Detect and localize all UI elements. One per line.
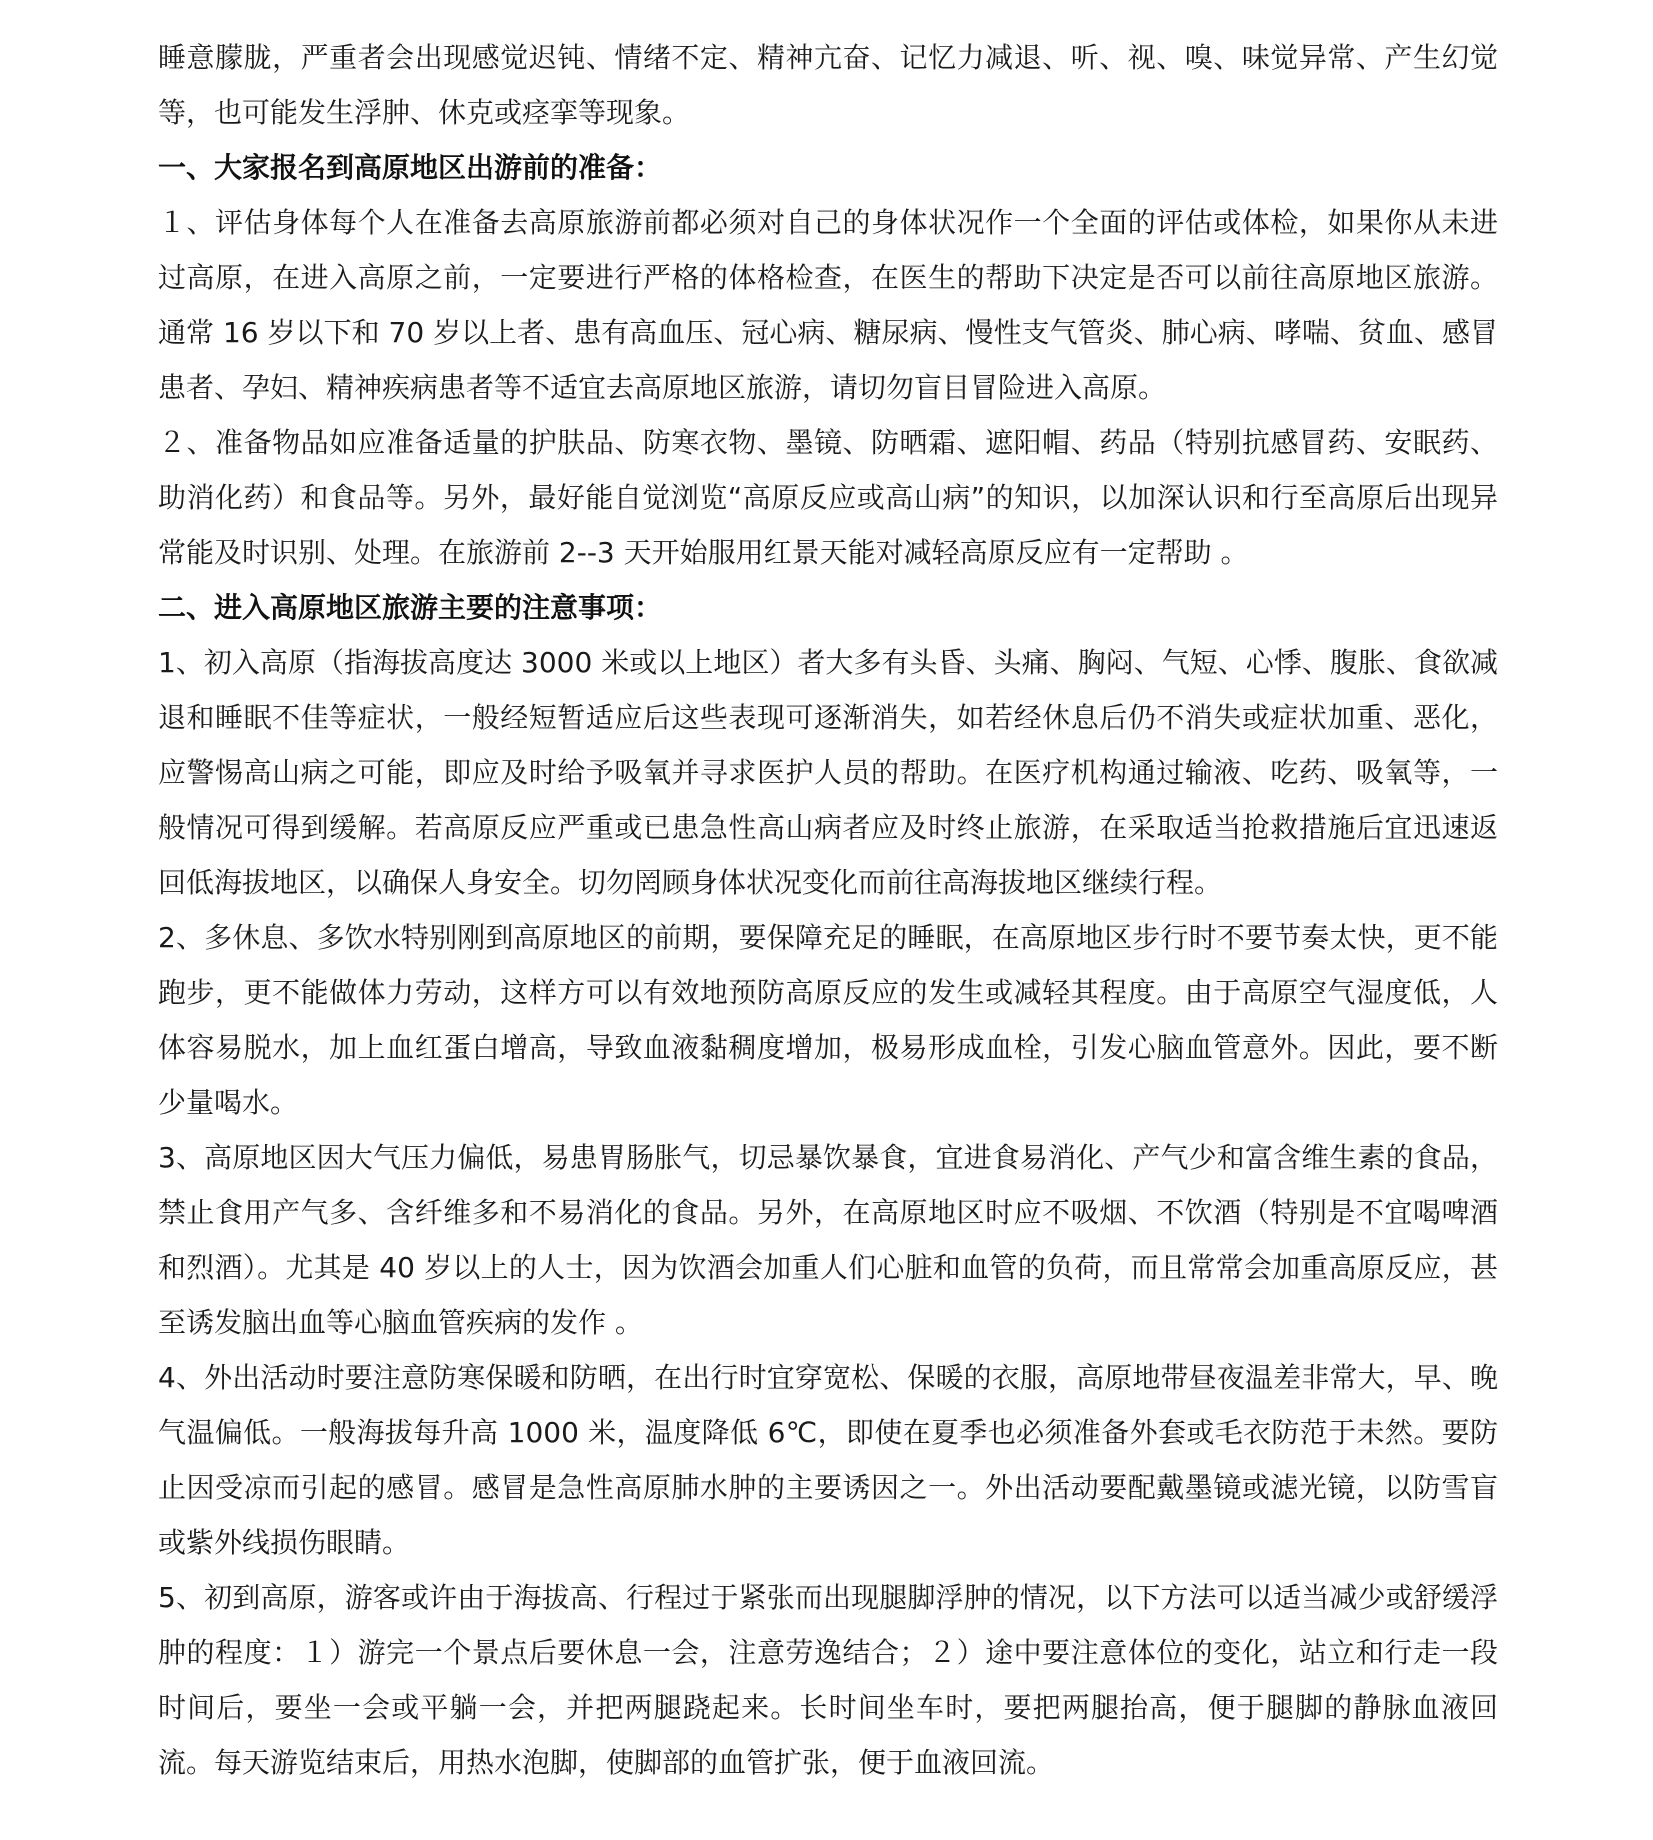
precaution-item-2: 2、多休息、多饮水特别刚到高原地区的前期，要保障充足的睡眠，在高原地区步行时不要节奏太快，更不能跑步，更不能做体力劳动，这样方可以有效地预防高原反应的发生或减轻其程度。由于高原空气湿度低，人体容易脱水，加上血红蛋白增高，导致血液黏稠度增加，极易形成血栓，引发心脑血管意外。因此，要不断少量喝水。 — [158, 921, 1498, 1119]
prep-item-2: ２、准备物品如应准备适量的护肤品、防寒衣物、墨镜、防晒霜、遮阳帽、药品（特别抗感冒药、安眠药、助消化药）和食品等。另外，最好能自觉浏览“高原反应或高山病”的知识，以加深认识和行至高原后出现异常能及时识别、处理。在旅游前 2--3 天开始服用红景天能对减轻高原反应有一定帮助 。 — [158, 426, 1498, 569]
precaution-item-4: 4、外出活动时要注意防寒保暖和防晒，在出行时宜穿宽松、保暖的衣服，高原地带昼夜温差非常大，早、晚气温偏低。一般海拔每升高 1000 米，温度降低 6℃，即使在夏季也必须准备外套或毛衣防范于未然。要防止因受凉而引起的感冒。感冒是急性高原肺水肿的主要诱因之一。外出活动要配戴墨镜或滤光镜，以防雪盲或紫外线损伤眼睛。 — [158, 1361, 1498, 1559]
precaution-item-5: 5、初到高原，游客或许由于海拔高、行程过于紧张而出现腿脚浮肿的情况，以下方法可以适当减少或舒缓浮肿的程度：１）游完一个景点后要休息一会，注意劳逸结合；２）途中要注意体位的变化，站立和行走一段时间后，要坐一会或平躺一会，并把两腿跷起来。长时间坐车时，要把两腿抬高，便于腿脚的静脉血液回流。每天游览结束后，用热水泡脚，使脚部的血管扩张，便于血液回流。 — [158, 1581, 1498, 1779]
section-heading-preparation: 一、大家报名到高原地区出游前的准备： — [158, 151, 663, 184]
prep-item-1: １、评估身体每个人在准备去高原旅游前都必须对自己的身体状况作一个全面的评估或体检，如果你从未进过高原，在进入高原之前，一定要进行严格的体格检查，在医生的帮助下决定是否可以前往高原地区旅游。通常 16 岁以下和 70 岁以上者、患有高血压、冠心病、糖尿病、慢性支气管炎、肺心病、哮喘、贫血、感冒患者、孕妇、精神疾病患者等不适宜去高原地区旅游，请切勿盲目冒险进入高原。 — [158, 206, 1498, 404]
section-heading-precautions: 二、进入高原地区旅游主要的注意事项： — [158, 591, 663, 624]
document-body — [158, 30, 1498, 1790]
intro-paragraph: 睡意朦胧，严重者会出现感觉迟钝、情绪不定、精神亢奋、记忆力减退、听、视、嗅、味觉异常、产生幻觉等，也可能发生浮肿、休克或痉挛等现象。 — [158, 41, 1498, 129]
precaution-item-1: 1、初入高原（指海拔高度达 3000 米或以上地区）者大多有头昏、头痛、胸闷、气短、心悸、腹胀、食欲减退和睡眠不佳等症状，一般经短暂适应后这些表现可逐渐消失，如若经休息后仍不消失或症状加重、恶化，应警惕高山病之可能，即应及时给予吸氧并寻求医护人员的帮助。在医疗机构通过输液、吃药、吸氧等，一般情况可得到缓解。若高原反应严重或已患急性高山病者应及时终止旅游，在采取适当抢救措施后宜迅速返回低海拔地区，以确保人身安全。切勿罔顾身体状况变化而前往高海拔地区继续行程。 — [158, 646, 1498, 899]
precaution-item-3: 3、高原地区因大气压力偏低，易患胃肠胀气，切忌暴饮暴食，宜进食易消化、产气少和富含维生素的食品，禁止食用产气多、含纤维多和不易消化的食品。另外，在高原地区时应不吸烟、不饮酒（特别是不宜喝啤酒和烈酒）。尤其是 40 岁以上的人士，因为饮酒会加重人们心脏和血管的负荷，而且常常会加重高原反应，甚至诱发脑出血等心脑血管疾病的发作 。 — [158, 1141, 1498, 1339]
